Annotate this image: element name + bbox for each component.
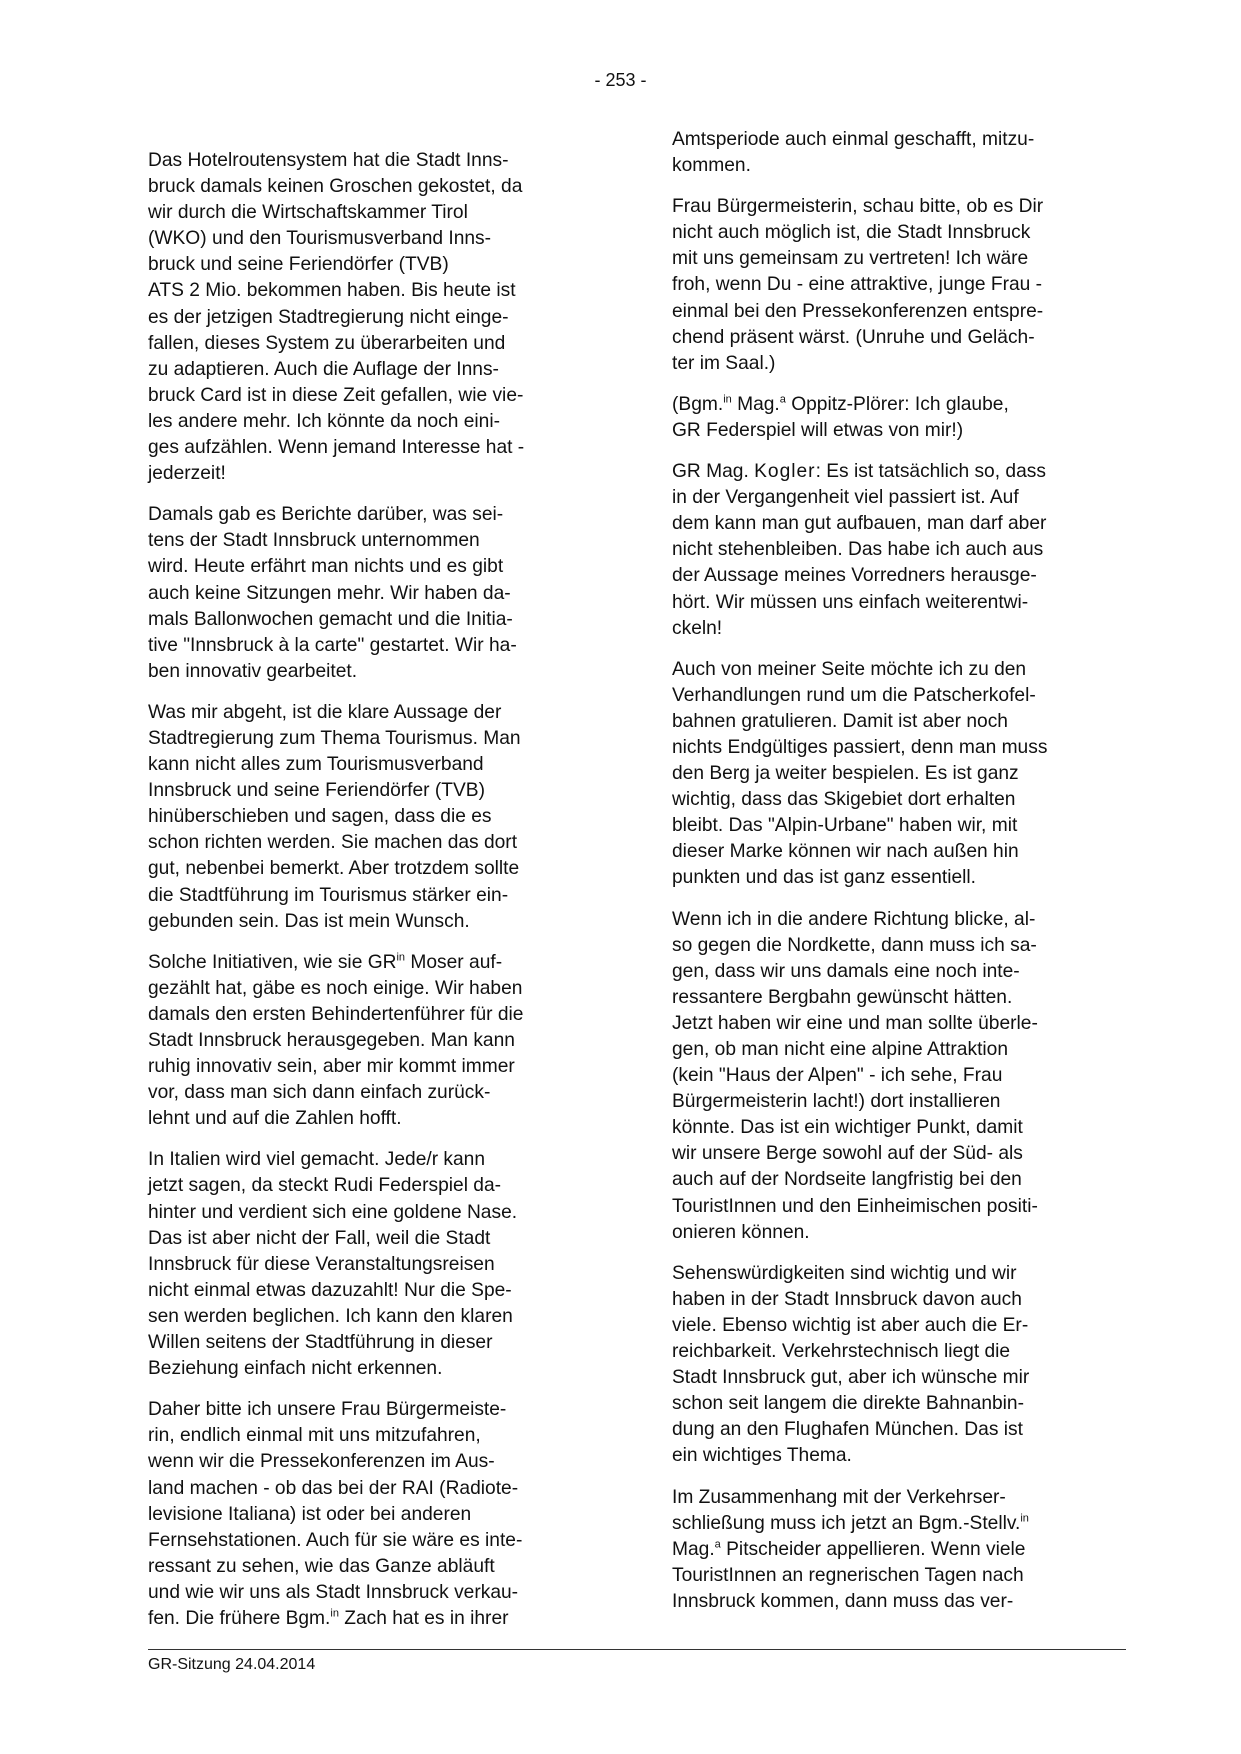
text-run: wird. Heute erfährt man nichts und es gibt (148, 556, 504, 578)
text-run: mals Ballonwochen gemacht und die Initia- (148, 608, 513, 630)
text-run: ressant zu sehen, wie das Ganze abläuft (148, 1555, 495, 1577)
text-line (672, 1313, 1124, 1339)
text-line (148, 1330, 600, 1356)
text-run: Pitscheider appellieren. Wenn viele (720, 1538, 1026, 1560)
text-run: fen. Die frühere Bgm. (148, 1607, 331, 1629)
text-line (148, 528, 600, 554)
text-run: (WKO) und den Tourismusverband Inns- (148, 228, 492, 250)
text-run: nicht stehenbleiben. Das habe ich auch aus (672, 539, 1044, 561)
text-line (148, 1304, 600, 1330)
text-line (148, 752, 600, 778)
text-line (672, 1167, 1124, 1193)
paragraph (672, 127, 1124, 179)
text-line (672, 787, 1124, 813)
text-line (672, 1261, 1124, 1287)
text-line (148, 1502, 600, 1528)
text-line (148, 830, 600, 856)
text-line (672, 511, 1124, 537)
text-line (148, 1449, 600, 1475)
text-run: schon richten werden. Sie machen das dort (148, 832, 518, 854)
text-line (148, 1106, 600, 1132)
text-run: Zach hat es in ihrer (338, 1607, 509, 1629)
footer-divider (148, 1649, 1126, 1650)
text-run: Sehenswürdigkeiten sind wichtig und wir (672, 1262, 1017, 1284)
text-run: Innsbruck für diese Veranstaltungsreisen (148, 1253, 495, 1275)
text-line (148, 633, 600, 659)
superscript: in (396, 951, 406, 964)
text-line (148, 1606, 600, 1632)
text-run: schließung muss ich jetzt an Bgm.-Stellv. (672, 1512, 1021, 1534)
text-run: den Berg ja weiter bespielen. Es ist ganz (672, 763, 1019, 785)
paragraph (672, 907, 1124, 1246)
text-line (672, 1287, 1124, 1313)
text-line (672, 683, 1124, 709)
paragraph (148, 502, 600, 685)
text-run: Das Hotelroutensystem hat die Stadt Inns- (148, 150, 509, 171)
text-run: Mag. (731, 393, 780, 415)
text-run: dieser Marke können wir nach außen hin (672, 841, 1019, 863)
text-line (148, 1080, 600, 1106)
text-line (672, 657, 1124, 683)
text-run: reichbarkeit. Verkehrstechnisch liegt die (672, 1341, 1011, 1363)
text-run: Das ist aber nicht der Fall, weil die Stadt (148, 1227, 491, 1249)
text-run: die Stadtführung im Tourismus stärker ein- (148, 884, 509, 906)
text-run: haben in der Stadt Innsbruck davon auch (672, 1288, 1022, 1310)
superscript: a (714, 1538, 721, 1551)
text-line (148, 883, 600, 909)
text-run: levisione Italiana) ist oder bei anderen (148, 1503, 472, 1525)
text-line (148, 778, 600, 804)
text-run: nicht auch möglich ist, die Stadt Innsbruck (672, 222, 1031, 244)
text-line (672, 1537, 1124, 1563)
text-run: kommen. (672, 155, 751, 177)
text-line (148, 1252, 600, 1278)
text-run: Bürgermeisterin lacht!) dort installieren (672, 1091, 1001, 1113)
text-line (672, 1037, 1124, 1063)
text-run: Innsbruck und seine Feriendörfer (TVB) (148, 780, 485, 802)
text-line (672, 1089, 1124, 1115)
text-line (148, 461, 600, 487)
text-line (672, 153, 1124, 179)
paragraph (148, 950, 600, 1133)
text-line (672, 299, 1124, 325)
text-line (148, 1278, 600, 1304)
text-line (148, 200, 600, 226)
text-run: ein wichtiges Thema. (672, 1445, 852, 1467)
text-line (672, 1589, 1124, 1615)
text-run: hinüberschieben und sagen, dass die es (148, 806, 492, 828)
text-line (148, 409, 600, 435)
text-run: les andere mehr. Ich könnte da noch eini- (148, 410, 500, 432)
text-line (148, 174, 600, 200)
text-run: tive "Innsbruck à la carte" gestartet. Wir ha- (148, 634, 517, 656)
text-line (148, 1356, 600, 1382)
text-line (148, 305, 600, 331)
text-run: hört. Wir müssen uns einfach weiterentwi- (672, 591, 1029, 613)
paragraph (148, 148, 600, 487)
text-line (148, 1028, 600, 1054)
text-run: wir durch die Wirtschaftskammer Tirol (148, 202, 468, 224)
text-run: ckeln! (672, 617, 723, 639)
text-run: Stadt Innsbruck gut, aber ich wünsche mir (672, 1367, 1030, 1389)
text-run: In Italien wird viel gemacht. Jede/r kann (148, 1149, 486, 1171)
text-run: Jetzt haben wir eine und man sollte überle- (672, 1012, 1038, 1034)
text-line (672, 272, 1124, 298)
text-line (672, 616, 1124, 642)
text-line (148, 659, 600, 685)
text-line (672, 709, 1124, 735)
text-line (672, 459, 1124, 485)
text-line (148, 950, 600, 976)
text-run: gut, nebenbei bemerkt. Aber trotzdem sollte (148, 858, 520, 880)
text-line (672, 735, 1124, 761)
text-run: sen werden beglichen. Ich kann den klaren (148, 1305, 513, 1327)
text-line (148, 607, 600, 633)
text-run: bruck Card ist in diese Zeit gefallen, wie vie- (148, 384, 524, 406)
text-line (672, 865, 1124, 891)
text-line (148, 1476, 600, 1502)
text-line (672, 1220, 1124, 1246)
text-run: Stadt Innsbruck herausgegeben. Man kann (148, 1030, 515, 1051)
text-run: bruck damals keinen Groschen gekostet, da (148, 176, 523, 198)
text-run: chend präsent wärst. (Unruhe und Geläch- (672, 326, 1035, 348)
text-run: Damals gab es Berichte darüber, was sei- (148, 504, 504, 526)
text-run: Daher bitte ich unsere Frau Bürgermeiste- (148, 1399, 507, 1421)
text-run: ruhig innovativ sein, aber mir kommt immer (148, 1056, 515, 1078)
text-line (672, 590, 1124, 616)
superscript: a (779, 393, 786, 406)
text-line (672, 1063, 1124, 1089)
text-run: schon seit langem die direkte Bahnanbin- (672, 1393, 1024, 1415)
text-line (148, 1147, 600, 1173)
text-run: wichtig, dass das Skigebiet dort erhalten (672, 789, 1016, 811)
text-line (672, 1011, 1124, 1037)
text-run: in der Vergangenheit viel passiert ist. Auf (672, 487, 1019, 509)
text-run: bleibt. Das "Alpin-Urbane" haben wir, mit (672, 815, 1018, 837)
paragraph (148, 1147, 600, 1382)
text-line (672, 1511, 1124, 1537)
text-run: Willen seitens der Stadtführung in dieser (148, 1332, 493, 1354)
text-run: auch auf der Nordseite langfristig bei den (672, 1169, 1022, 1191)
text-run: Moser auf- (405, 951, 503, 973)
text-line (672, 537, 1124, 563)
text-line (148, 856, 600, 882)
text-run: Auch von meiner Seite möchte ich zu den (672, 658, 1027, 680)
text-line (672, 1339, 1124, 1365)
text-run: TouristInnen an regnerischen Tagen nach (672, 1564, 1024, 1586)
text-run: jederzeit! (148, 463, 226, 485)
text-line (672, 1417, 1124, 1443)
text-line (148, 1173, 600, 1199)
text-run: Was mir abgeht, ist die klare Aussage der (148, 701, 502, 723)
text-run: (kein "Haus der Alpen" - ich sehe, Frau (672, 1065, 1003, 1087)
text-run: nichts Endgültiges passiert, denn man muss (672, 736, 1048, 758)
text-run: bahnen gratulieren. Damit ist aber noch (672, 710, 1008, 732)
text-run: ges aufzählen. Wenn jemand Interesse hat - (148, 437, 525, 459)
text-run: dem kann man gut aufbauen, man darf aber (672, 513, 1047, 535)
text-run: so gegen die Nordkette, dann muss ich sa- (672, 934, 1037, 956)
text-run: Im Zusammenhang mit der Verkehrser- (672, 1486, 1006, 1508)
text-line (148, 1054, 600, 1080)
text-line (672, 1194, 1124, 1220)
text-line (148, 1423, 600, 1449)
text-line (672, 246, 1124, 272)
text-run: der Aussage meines Vorredners herausge- (672, 565, 1037, 587)
text-run: Fernsehstationen. Auch für sie wäre es inte- (148, 1529, 523, 1551)
text-run: land machen - ob das bei der RAI (Radiote- (148, 1477, 519, 1499)
superscript: in (330, 1607, 339, 1620)
text-line (672, 933, 1124, 959)
text-line (148, 435, 600, 461)
text-line (148, 502, 600, 528)
paragraph (148, 1397, 600, 1632)
text-run: damals den ersten Behindertenführer für die (148, 1003, 524, 1025)
text-run: Verhandlungen rund um die Patscherkofel- (672, 684, 1036, 706)
left-column (148, 148, 600, 1647)
text-run: Stadtregierung zum Thema Tourismus. Man (148, 727, 521, 749)
text-run: und wie wir uns als Stadt Innsbruck verkau- (148, 1581, 519, 1603)
text-line (148, 148, 600, 174)
text-line (672, 351, 1124, 377)
text-run: TouristInnen und den Einheimischen positi- (672, 1195, 1038, 1217)
text-run: dung an den Flughafen München. Das ist (672, 1419, 1023, 1441)
text-run: viele. Ebenso wichtig ist aber auch die Er- (672, 1314, 1029, 1336)
text-run: fallen, dieses System zu überarbeiten und (148, 332, 506, 354)
text-run: gebunden sein. Das ist mein Wunsch. (148, 910, 470, 932)
text-line (148, 1397, 600, 1423)
text-run: tens der Stadt Innsbruck unternommen (148, 530, 480, 552)
text-run: einmal bei den Pressekonferenzen entspre- (672, 300, 1044, 322)
text-run: wenn wir die Pressekonferenzen im Aus- (148, 1451, 495, 1473)
text-run: nicht einmal etwas dazuzahlt! Nur die Spe- (148, 1279, 512, 1301)
text-line (672, 813, 1124, 839)
text-line (148, 909, 600, 935)
text-run: ter im Saal.) (672, 352, 776, 374)
speaker-name: Kogler (754, 461, 816, 483)
text-run: Amtsperiode auch einmal geschafft, mitzu- (672, 129, 1035, 150)
text-line (672, 1391, 1124, 1417)
text-run: Innsbruck kommen, dann muss das ver- (672, 1590, 1014, 1612)
text-line (672, 1141, 1124, 1167)
text-line (672, 127, 1124, 153)
superscript: in (1020, 1512, 1029, 1525)
text-line (148, 383, 600, 409)
right-column (672, 129, 1124, 1630)
text-run: bruck und seine Feriendörfer (TVB) (148, 254, 449, 276)
text-run: : Es ist tatsächlich so, dass (815, 461, 1046, 483)
text-line (148, 252, 600, 278)
text-line (148, 804, 600, 830)
paragraph (672, 657, 1124, 892)
text-line (672, 1485, 1124, 1511)
text-line (672, 418, 1124, 444)
paragraph (672, 194, 1124, 377)
text-line (672, 1115, 1124, 1141)
paragraph (672, 1261, 1124, 1470)
text-line (672, 563, 1124, 589)
text-run: zu adaptieren. Auch die Auflage der Inns- (148, 358, 499, 380)
text-run: (Bgm. (672, 393, 724, 415)
text-line (148, 1580, 600, 1606)
text-line (672, 839, 1124, 865)
text-line (148, 1226, 600, 1252)
text-run: onieren können. (672, 1221, 810, 1243)
text-run: GR Federspiel will etwas von mir!) (672, 419, 964, 441)
text-run: jetzt sagen, da steckt Rudi Federspiel da- (148, 1175, 502, 1197)
text-run: vor, dass man sich dann einfach zurück- (148, 1082, 491, 1104)
text-line (672, 1443, 1124, 1469)
text-line (672, 392, 1124, 418)
text-line (672, 485, 1124, 511)
text-line (148, 1200, 600, 1226)
text-line (148, 581, 600, 607)
text-run: gezählt hat, gäbe es noch einige. Wir haben (148, 977, 523, 999)
text-line (672, 194, 1124, 220)
text-line (148, 700, 600, 726)
text-line (148, 357, 600, 383)
text-line (672, 1365, 1124, 1391)
paragraph (672, 1485, 1124, 1615)
text-line (148, 1528, 600, 1554)
text-line (672, 985, 1124, 1011)
text-run: es der jetzigen Stadtregierung nicht einge- (148, 306, 509, 328)
text-run: punkten und das ist ganz essentiell. (672, 867, 977, 889)
text-line (672, 220, 1124, 246)
text-line (148, 331, 600, 357)
text-run: könnte. Das ist ein wichtiger Punkt, damit (672, 1117, 1023, 1139)
text-line (672, 325, 1124, 351)
text-run: kann nicht alles zum Tourismusverband (148, 754, 484, 776)
text-line (148, 1554, 600, 1580)
text-run: mit uns gemeinsam zu vertreten! Ich wäre (672, 248, 1029, 270)
footer-session-date: GR-Sitzung 24.04.2014 (148, 1656, 316, 1673)
superscript: in (723, 393, 732, 406)
paragraph (148, 700, 600, 935)
text-run: wir unsere Berge sowohl auf der Süd- als (672, 1143, 1023, 1165)
text-run: ATS 2 Mio. bekommen haben. Bis heute ist (148, 280, 516, 302)
text-line (148, 278, 600, 304)
text-line (148, 976, 600, 1002)
text-run: lehnt und auf die Zahlen hofft. (148, 1108, 402, 1130)
text-run: auch keine Sitzungen mehr. Wir haben da- (148, 582, 511, 604)
text-line (672, 907, 1124, 933)
text-run: gen, dass wir uns damals eine noch inte- (672, 960, 1020, 982)
text-line (672, 1563, 1124, 1589)
text-run: hinter und verdient sich eine goldene Nase. (148, 1201, 518, 1223)
text-run: rin, endlich einmal mit uns mitzufahren, (148, 1425, 481, 1447)
text-line (148, 554, 600, 580)
text-run: GR Mag. (672, 461, 755, 483)
text-run: ben innovativ gearbeitet. (148, 660, 358, 682)
text-run: Frau Bürgermeisterin, schau bitte, ob es Dir (672, 196, 1044, 218)
text-line (148, 226, 600, 252)
paragraph (672, 459, 1124, 642)
text-run: ressantere Bergbahn gewünscht hätten. (672, 986, 1013, 1008)
text-line (148, 726, 600, 752)
text-run: Wenn ich in die andere Richtung blicke, al- (672, 908, 1036, 930)
paragraph (672, 392, 1124, 444)
text-line (672, 761, 1124, 787)
text-run: Oppitz-Plörer: Ich glaube, (785, 393, 1009, 415)
text-line (148, 1002, 600, 1028)
text-run: Beziehung einfach nicht erkennen. (148, 1358, 443, 1380)
text-line (672, 959, 1124, 985)
text-run: Solche Initiativen, wie sie GR (148, 951, 397, 973)
page-number: - 253 - (594, 70, 647, 90)
text-run: froh, wenn Du - eine attraktive, junge Frau - (672, 274, 1043, 296)
text-run: Mag. (672, 1538, 715, 1560)
text-run: gen, ob man nicht eine alpine Attraktion (672, 1039, 1009, 1060)
